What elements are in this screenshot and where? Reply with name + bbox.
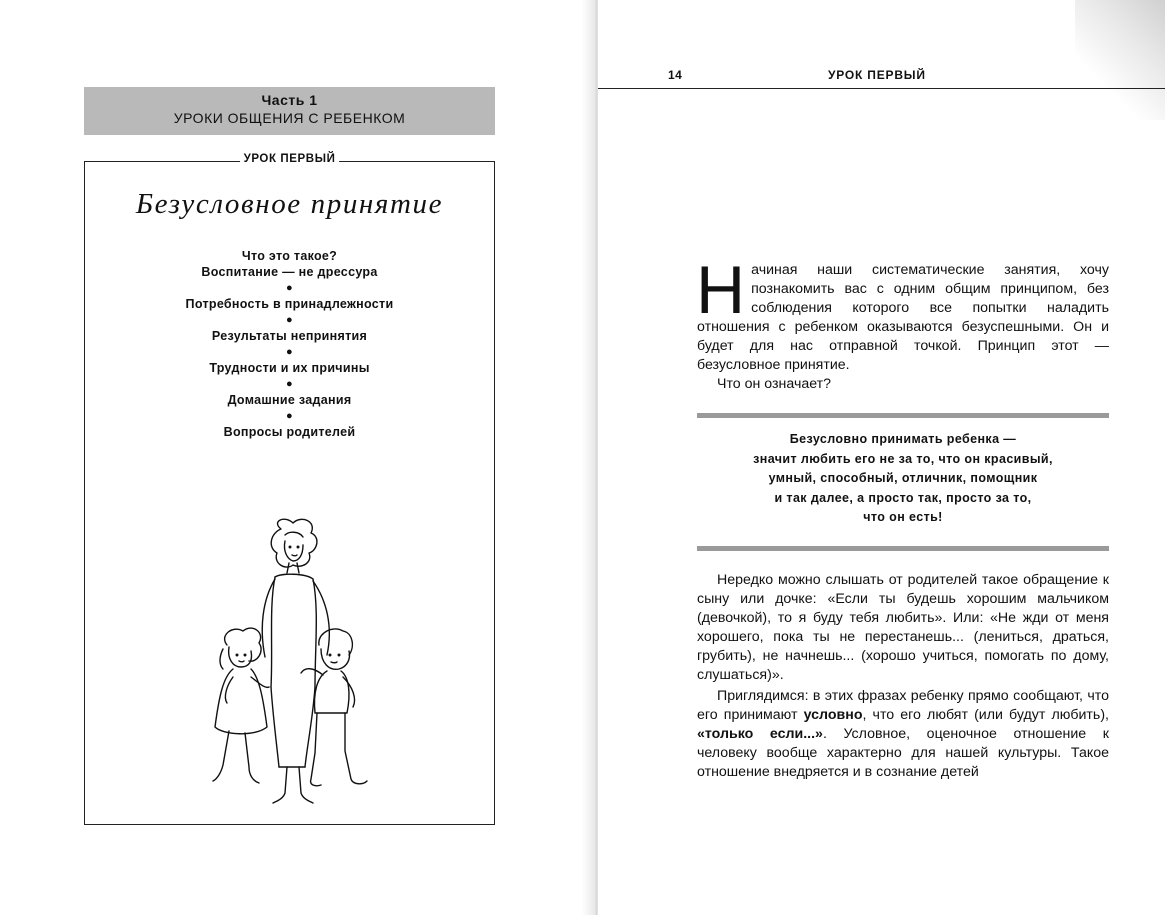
paragraph-1: Нередко можно слышать от родителей такое обращение к сыну или дочке: «Если ты будешь хорошим мальчиком (девочкой), то я буду тебя любить». Или: «Не жди от меня хорошего, пока ты не перестанешь... (лениться, драться, грубить), не начнешь... (хорошо учиться, помогать по дому, слушаться)». — [697, 572, 1109, 683]
bullet-icon: ● — [286, 346, 293, 358]
page-number: 14 — [668, 68, 683, 82]
toc-item: Трудности и их причины — [209, 361, 370, 375]
page-corner-shadow — [1075, 0, 1165, 120]
intro-text: ачиная наши систематические занятия, хочу познакомить вас с одним общим принципом, без соблюдения которого все попытки наладить отношения с ребенком оказываются безуспешными. Он и будет для нас отправной точкой. Принцип этот — безусловное принятие. — [697, 262, 1109, 373]
toc-item: Воспитание — не дрессура — [201, 265, 378, 279]
bold-term-conditionally: условно — [803, 707, 863, 723]
drop-cap: Н — [696, 252, 746, 328]
toc-item: Что это такое? — [241, 249, 338, 263]
part-title: Часть 1 — [261, 92, 318, 108]
lesson-contents — [85, 248, 494, 440]
bullet-icon: ● — [286, 314, 293, 326]
mother-and-children-illustration — [193, 517, 393, 807]
emphasis-line: значит любить его не за то, что он красивый, — [753, 451, 1053, 466]
body-paragraphs — [697, 571, 1109, 782]
running-header-title: УРОК ПЕРВЫЙ — [828, 68, 926, 82]
lesson-frame — [84, 153, 495, 825]
emphasis-line: умный, способный, отличник, помощник — [768, 471, 1038, 485]
part-subtitle: УРОКИ ОБЩЕНИЯ С РЕБЕНКОМ — [173, 110, 406, 126]
bullet-icon: ● — [286, 282, 293, 294]
emphasis-line: что он есть! — [863, 510, 943, 524]
emphasis-line: Безусловно принимать ребенка — — [789, 432, 1017, 446]
running-header — [598, 66, 1165, 89]
emphasis-line: и так далее, а просто так, просто за то, — [774, 490, 1032, 505]
intro-question: Что он означает? — [717, 376, 832, 392]
bold-term-only-if: «только если...» — [697, 726, 823, 742]
lesson-label: УРОК ПЕРВЫЙ — [240, 153, 340, 165]
toc-item: Потребность в принадлежности — [185, 297, 394, 311]
intro-paragraph — [696, 252, 1109, 394]
toc-item: Домашние задания — [227, 393, 352, 407]
toc-item: Вопросы родителей — [223, 425, 356, 439]
bullet-icon: ● — [286, 410, 293, 422]
emphasis-block — [697, 430, 1109, 528]
top-divider-rule — [697, 413, 1109, 418]
paragraph-2: Приглядимся: в этих фразах ребенку прямо сообщают, что его принимают условно, что его любят (или будут любить), «только если...». Условное, оценочное отношение к человеку вообще характерно для нашей культуры. Такое отношение внедряется и в сознание детей — [697, 688, 1110, 780]
part-banner — [84, 87, 495, 135]
bottom-divider-rule — [697, 546, 1109, 551]
lesson-heading: Безусловное принятие — [135, 188, 444, 220]
bullet-icon: ● — [286, 378, 293, 390]
toc-item: Результаты непринятия — [211, 329, 368, 343]
